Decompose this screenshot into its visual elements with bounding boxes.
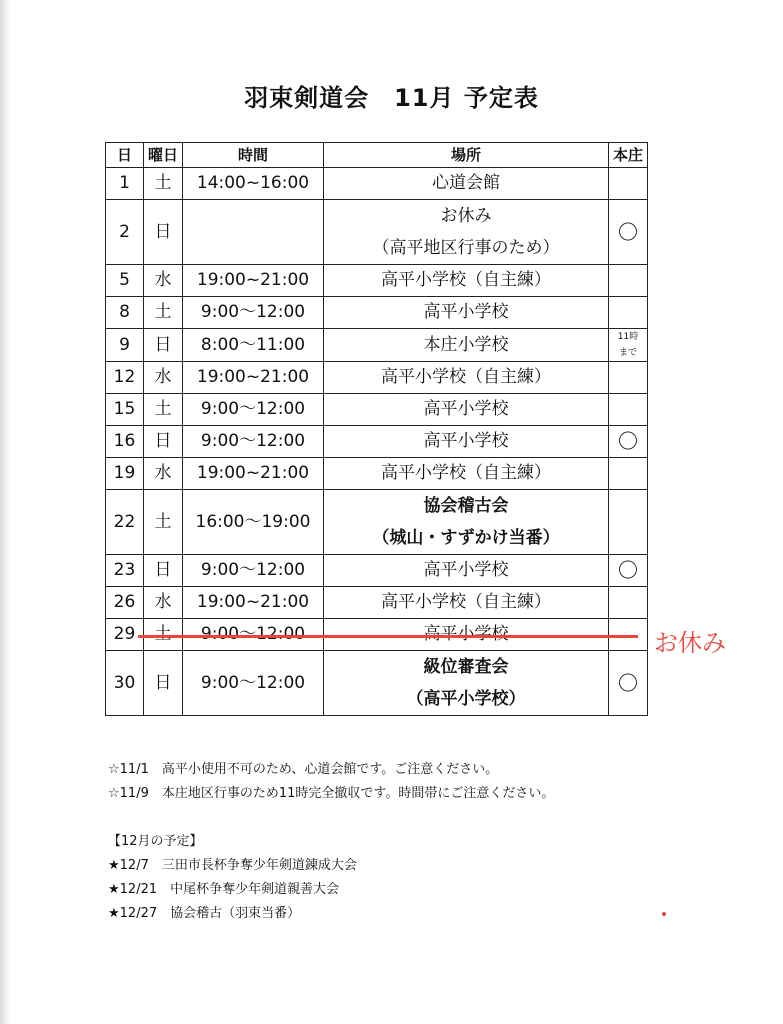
cell-honjo (609, 362, 648, 394)
table-row (106, 587, 648, 619)
cell-weekday: 日 (144, 329, 183, 362)
page-edge-shadow (0, 0, 10, 1024)
place-line: 高平小学校（自主練） (381, 367, 551, 388)
cell-day: 23 (106, 555, 144, 587)
table-row (106, 265, 648, 297)
cell-honjo (609, 297, 648, 329)
cell-honjo (609, 168, 648, 200)
cell-time: 8:00～11:00 (183, 329, 324, 362)
cell-honjo (609, 458, 648, 490)
cell-weekday: 土 (144, 168, 183, 200)
header-day: 日 (106, 143, 144, 168)
cell-time: 19:00~21:00 (183, 362, 324, 394)
holiday-strike-line (138, 635, 638, 638)
table-row (106, 490, 648, 555)
cell-weekday: 日 (144, 651, 183, 716)
table-row (106, 394, 648, 426)
place-line: 高平小学校 (423, 431, 509, 452)
cell-place (324, 297, 609, 329)
circle-mark-icon: 〇 (618, 219, 638, 244)
cell-day: 9 (106, 329, 144, 362)
cell-time: 9:00～12:00 (183, 426, 324, 458)
cell-time: 9:00～12:00 (183, 297, 324, 329)
cell-day: 12 (106, 362, 144, 394)
header-place: 場所 (324, 143, 609, 168)
december-heading: 【12月の予定】 (108, 834, 203, 849)
table-row (106, 329, 648, 362)
cell-day: 19 (106, 458, 144, 490)
cell-place (324, 329, 609, 362)
cell-weekday: 日 (144, 426, 183, 458)
cell-day: 26 (106, 587, 144, 619)
schedule-table (105, 142, 648, 716)
honjo-note: まで (618, 348, 637, 358)
cell-weekday: 水 (144, 362, 183, 394)
place-line: 高平小学校 (423, 302, 509, 323)
cell-place (324, 426, 609, 458)
table-row (106, 426, 648, 458)
cell-place (324, 651, 609, 716)
cell-time: 9:00～12:00 (183, 555, 324, 587)
place-line: （城山・すずかけ当番） (372, 528, 560, 548)
cell-honjo (609, 651, 648, 716)
cell-weekday: 水 (144, 458, 183, 490)
note-line: ☆11/1 高平小使用不可のため、心道会館です。ご注意ください。 (108, 762, 499, 777)
cell-weekday: 土 (144, 297, 183, 329)
table-header-row (106, 143, 648, 168)
cell-time: 14:00~16:00 (183, 168, 324, 200)
cell-day: 22 (106, 490, 144, 555)
table-row (106, 458, 648, 490)
cell-place (324, 490, 609, 555)
table-row (106, 200, 648, 265)
table-row (106, 297, 648, 329)
notes-section (108, 758, 554, 806)
red-dot-mark (662, 912, 666, 916)
circle-mark-icon: 〇 (618, 558, 638, 583)
note-line: ☆11/9 本庄地区行事のため11時完全撤収です。時間帯にご注意ください。 (108, 786, 555, 801)
place-line: 高平小学校 (423, 399, 509, 420)
place-line: 協会稽古会 (423, 496, 509, 516)
cell-time: 19:00~21:00 (183, 587, 324, 619)
december-item: ★12/7 三田市長杯争奪少年剣道錬成大会 (108, 858, 357, 873)
circle-mark-icon: 〇 (618, 429, 638, 454)
cell-place (324, 168, 609, 200)
cell-place (324, 555, 609, 587)
december-item: ★12/27 協会稽古（羽束当番） (108, 906, 301, 921)
cell-day: 8 (106, 297, 144, 329)
cell-day: 15 (106, 394, 144, 426)
cell-honjo (609, 394, 648, 426)
page-title: 羽束剣道会 11月 予定表 (244, 84, 539, 112)
table-row (106, 362, 648, 394)
header-honjo: 本庄 (609, 143, 648, 168)
cell-weekday: 土 (144, 490, 183, 555)
cell-weekday: 日 (144, 200, 183, 265)
cell-day: 30 (106, 651, 144, 716)
place-line: 高平小学校 (423, 560, 509, 581)
table-row (106, 651, 648, 716)
cell-place (324, 394, 609, 426)
cell-weekday: 土 (144, 394, 183, 426)
cell-place (324, 362, 609, 394)
december-item: ★12/21 中尾杯争奪少年剣道親善大会 (108, 882, 340, 897)
cell-time: 19:00~21:00 (183, 265, 324, 297)
holiday-annotation: お休み (654, 629, 726, 657)
cell-honjo (609, 265, 648, 297)
cell-weekday: 水 (144, 265, 183, 297)
place-line: 本庄小学校 (423, 334, 509, 355)
header-weekday: 曜日 (144, 143, 183, 168)
cell-time: 16:00～19:00 (183, 490, 324, 555)
header-time: 時間 (183, 143, 324, 168)
cell-place (324, 587, 609, 619)
cell-place (324, 200, 609, 265)
place-line: 高平小学校（自主練） (381, 592, 551, 613)
cell-honjo (609, 587, 648, 619)
cell-honjo (609, 329, 648, 362)
cell-day: 5 (106, 265, 144, 297)
place-line: 級位審査会 (423, 657, 509, 677)
place-line: 高平小学校（自主練） (381, 270, 551, 291)
cell-place (324, 265, 609, 297)
table-row (106, 168, 648, 200)
cell-place (324, 458, 609, 490)
cell-weekday: 日 (144, 555, 183, 587)
place-line: （高平地区行事のため） (372, 238, 560, 258)
place-line: 心道会館 (432, 173, 500, 194)
cell-weekday: 水 (144, 587, 183, 619)
circle-mark-icon: 〇 (618, 670, 638, 695)
cell-honjo (609, 555, 648, 587)
cell-day: 16 (106, 426, 144, 458)
cell-day: 2 (106, 200, 144, 265)
schedule-body (106, 168, 648, 716)
cell-time: 19:00~21:00 (183, 458, 324, 490)
place-line: （高平小学校） (406, 689, 526, 709)
cell-honjo (609, 490, 648, 555)
cell-honjo (609, 426, 648, 458)
cell-time: 9:00～12:00 (183, 394, 324, 426)
table-row (106, 555, 648, 587)
cell-day: 29 (106, 619, 144, 651)
place-line: お休み (440, 206, 492, 226)
place-line: 高平小学校（自主練） (381, 463, 551, 484)
cell-time: 9:00～12:00 (183, 651, 324, 716)
honjo-note: 11時 (617, 332, 639, 342)
december-plan (108, 830, 357, 926)
cell-honjo (609, 200, 648, 265)
cell-day: 1 (106, 168, 144, 200)
cell-time (183, 200, 324, 265)
